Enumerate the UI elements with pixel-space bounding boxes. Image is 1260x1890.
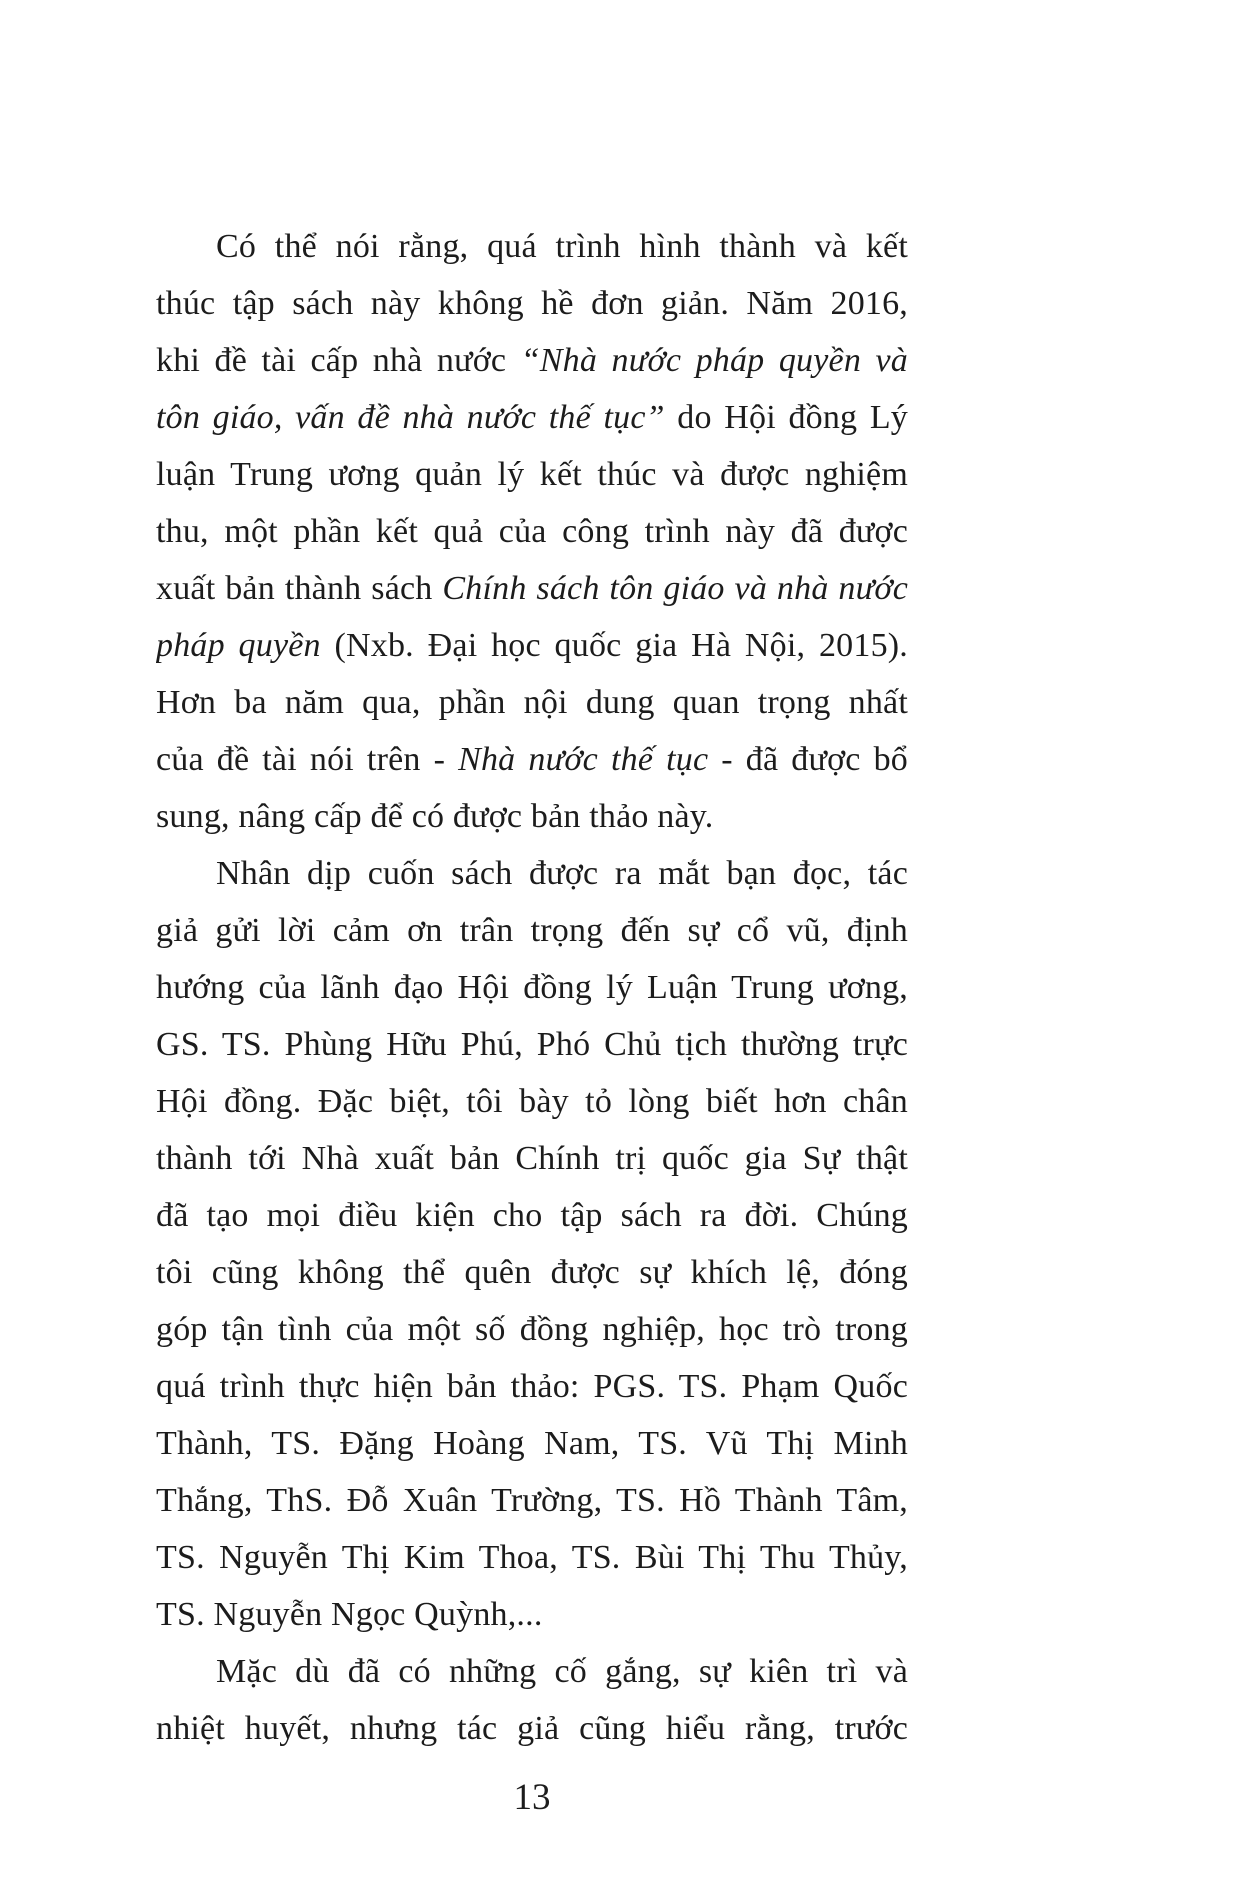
text-line <box>156 1073 908 1130</box>
text-segment: đã tạo mọi điều kiện cho tập sách ra đời. Chúng <box>156 1197 908 1234</box>
paragraph <box>156 218 908 845</box>
text-segment: nhiệt huyết, nhưng tác giả cũng hiểu rằng, trước <box>156 1710 908 1747</box>
text-segment: TS. Nguyễn Ngọc Quỳnh,... <box>156 1596 543 1633</box>
text-line <box>156 1643 908 1700</box>
text-segment: (Nxb. Đại học quốc gia Hà Nội, 2015). <box>320 627 908 664</box>
text-line <box>156 902 908 959</box>
paragraph <box>156 1643 908 1757</box>
text-line <box>156 959 908 1016</box>
italic-text-segment: Chính sách tôn giáo và nhà nước <box>442 570 908 607</box>
text-line <box>156 1358 908 1415</box>
paragraph <box>156 845 908 1643</box>
italic-text-segment: tôn giáo, vấn đề nhà nước thế tục” <box>156 399 665 436</box>
text-segment: luận Trung ương quản lý kết thúc và được nghiệm <box>156 456 908 493</box>
text-segment: của đề tài nói trên - <box>156 741 459 778</box>
text-segment: Hội đồng. Đặc biệt, tôi bày tỏ lòng biết hơn chân <box>156 1083 908 1120</box>
text-line <box>156 1187 908 1244</box>
text-segment: quá trình thực hiện bản thảo: PGS. TS. Phạm Quốc <box>156 1368 908 1405</box>
text-line <box>156 218 908 275</box>
text-segment: Hơn ba năm qua, phần nội dung quan trọng nhất <box>156 684 908 721</box>
text-line <box>156 1700 908 1757</box>
text-segment: Thắng, ThS. Đỗ Xuân Trường, TS. Hồ Thành Tâm, <box>156 1482 908 1519</box>
text-segment: sung, nâng cấp để có được bản thảo này. <box>156 798 714 835</box>
text-segment: giả gửi lời cảm ơn trân trọng đến sự cổ vũ, định <box>156 912 908 949</box>
text-segment: hướng của lãnh đạo Hội đồng lý Luận Trung ương, <box>156 969 908 1006</box>
text-segment: TS. Nguyễn Thị Kim Thoa, TS. Bùi Thị Thu Thủy, <box>156 1539 908 1576</box>
text-line <box>156 1016 908 1073</box>
text-segment: - đã được bổ <box>708 741 908 778</box>
text-line <box>156 1586 908 1643</box>
text-line <box>156 332 908 389</box>
text-line <box>156 275 908 332</box>
text-line <box>156 446 908 503</box>
text-line <box>156 1415 908 1472</box>
text-segment: do Hội đồng Lý <box>664 399 908 436</box>
text-line <box>156 617 908 674</box>
text-line <box>156 1130 908 1187</box>
text-segment: góp tận tình của một số đồng nghiệp, học trò trong <box>156 1311 908 1348</box>
text-line <box>156 845 908 902</box>
text-segment: xuất bản thành sách <box>156 570 443 607</box>
text-segment: Có thể nói rằng, quá trình hình thành và kết <box>216 228 908 265</box>
text-segment: GS. TS. Phùng Hữu Phú, Phó Chủ tịch thường trực <box>156 1026 908 1063</box>
italic-text-segment: Nhà nước thế tục <box>458 741 709 778</box>
text-segment: tôi cũng không thể quên được sự khích lệ, đóng <box>156 1254 908 1291</box>
text-segment: khi đề tài cấp nhà nước <box>156 342 521 379</box>
text-segment: Mặc dù đã có những cố gắng, sự kiên trì và <box>216 1653 908 1690</box>
text-line <box>156 731 908 788</box>
text-segment: thúc tập sách này không hề đơn giản. Năm 2016, <box>156 285 908 322</box>
text-line <box>156 1472 908 1529</box>
text-segment: Nhân dịp cuốn sách được ra mắt bạn đọc, tác <box>216 855 908 892</box>
text-segment: thu, một phần kết quả của công trình này đã được <box>156 513 908 550</box>
text-segment: Thành, TS. Đặng Hoàng Nam, TS. Vũ Thị Minh <box>156 1425 908 1462</box>
text-line <box>156 560 908 617</box>
text-line <box>156 389 908 446</box>
text-line <box>156 788 908 845</box>
italic-text-segment: “Nhà nước pháp quyền và <box>520 342 908 379</box>
text-line <box>156 503 908 560</box>
text-block <box>156 218 908 1757</box>
text-line <box>156 1529 908 1586</box>
italic-text-segment: pháp quyền <box>156 627 321 664</box>
text-line <box>156 1301 908 1358</box>
page-number: 13 <box>513 1777 551 1818</box>
text-line <box>156 674 908 731</box>
text-line <box>156 1244 908 1301</box>
text-segment: thành tới Nhà xuất bản Chính trị quốc gia Sự thật <box>156 1140 908 1177</box>
